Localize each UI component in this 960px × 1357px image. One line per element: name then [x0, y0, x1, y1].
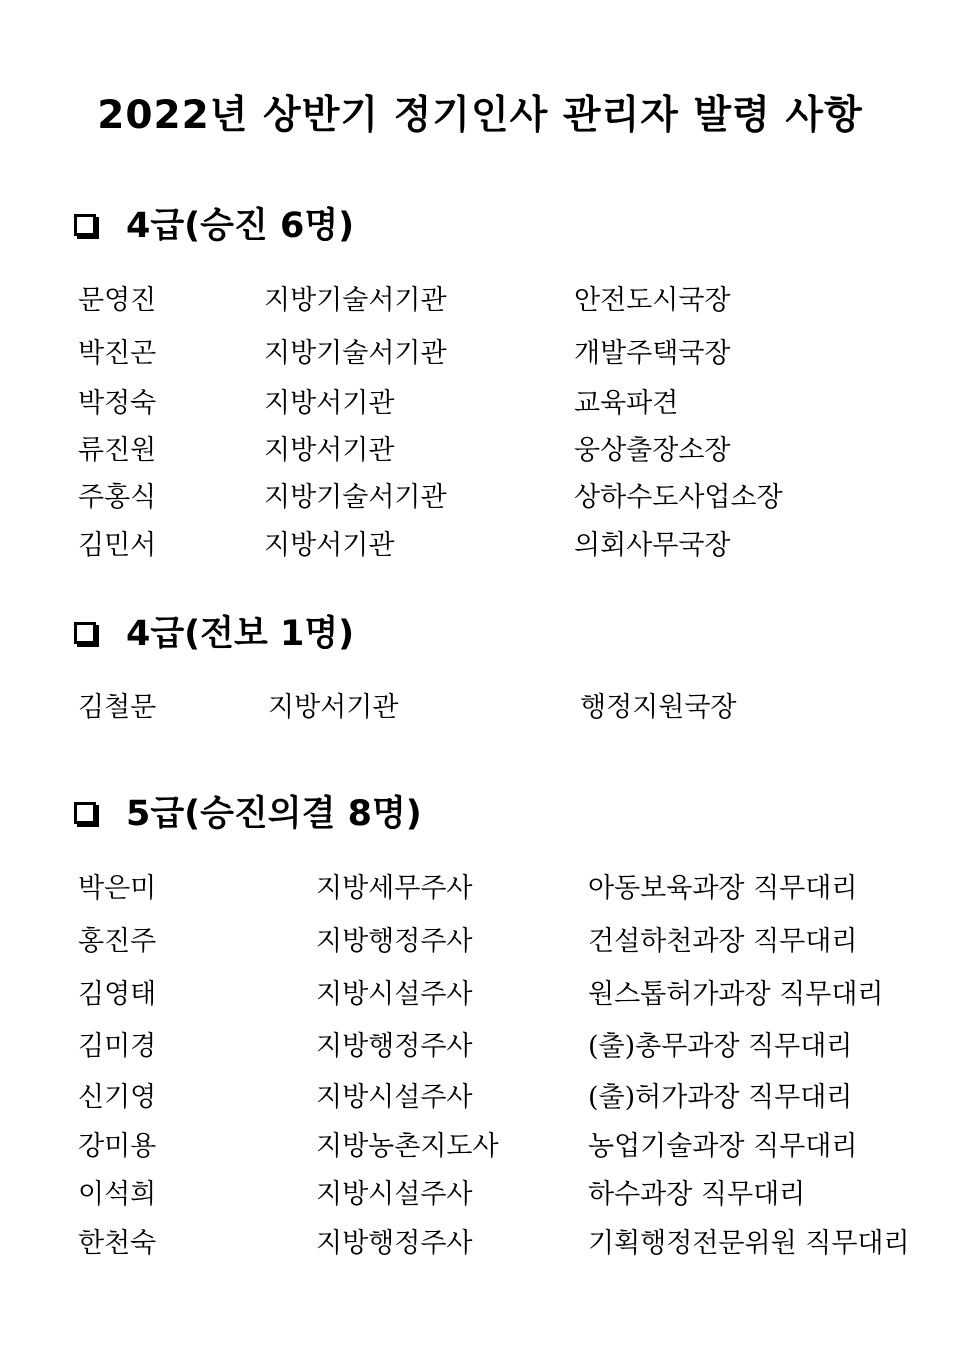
- person-rank: 지방농촌지도사: [316, 1131, 499, 1162]
- list-item: [0, 919, 960, 959]
- person-position: 농업기술과장 직무대리: [588, 1131, 858, 1162]
- person-rank: 지방서기관: [268, 692, 399, 723]
- person-position: 웅상출장소장: [574, 435, 731, 466]
- person-position: 개발주택국장: [574, 338, 731, 369]
- person-position: 상하수도사업소장: [574, 482, 783, 513]
- person-name: 한천숙: [78, 1228, 157, 1259]
- person-name: 김민서: [78, 530, 157, 561]
- section-heading-4급-transfer: [74, 606, 354, 656]
- list-item: [0, 475, 960, 515]
- person-rank: 지방시설주사: [316, 1082, 473, 1113]
- person-name: 김철문: [78, 692, 157, 723]
- list-item: [0, 278, 960, 318]
- person-position: 하수과장 직무대리: [588, 1179, 806, 1210]
- page-title: 2022년 상반기 정기인사 관리자 발령 사항: [97, 93, 863, 138]
- list-item: [0, 381, 960, 421]
- person-name: 강미용: [78, 1131, 157, 1162]
- section-heading-label: 4급(전보 1명): [126, 614, 355, 654]
- person-rank: 지방기술서기관: [264, 482, 447, 513]
- person-rank: 지방행정주사: [316, 1031, 473, 1062]
- list-item: [0, 685, 960, 725]
- person-name: 문영진: [78, 285, 157, 316]
- person-position: (출)허가과장 직무대리: [588, 1082, 853, 1113]
- person-position: 안전도시국장: [574, 285, 731, 316]
- person-rank: 지방시설주사: [316, 979, 473, 1010]
- list-item: [0, 1124, 960, 1164]
- person-name: 신기영: [78, 1082, 157, 1113]
- list-item: [0, 523, 960, 563]
- section-heading-label: 4급(승진 6명): [126, 206, 355, 246]
- person-position: 기획행정전문위원 직무대리: [588, 1228, 910, 1259]
- list-item: [0, 1075, 960, 1115]
- checkbox-square-icon: [74, 214, 96, 236]
- person-position: 아동보육과장 직무대리: [588, 873, 858, 904]
- checkbox-square-icon: [74, 802, 96, 824]
- list-item: [0, 866, 960, 906]
- list-item: [0, 331, 960, 371]
- person-position: 교육파견: [574, 388, 679, 419]
- person-rank: 지방서기관: [264, 530, 395, 561]
- person-name: 류진원: [78, 435, 157, 466]
- person-position: 의회사무국장: [574, 530, 731, 561]
- person-rank: 지방행정주사: [316, 1228, 473, 1259]
- person-name: 김미경: [78, 1031, 157, 1062]
- checkbox-square-icon: [74, 622, 96, 644]
- section-heading-5급-promotion: [74, 786, 422, 836]
- person-position: 건설하천과장 직무대리: [588, 926, 858, 957]
- person-rank: 지방시설주사: [316, 1179, 473, 1210]
- person-name: 주홍식: [78, 482, 157, 513]
- list-item: [0, 972, 960, 1012]
- person-position: 원스톱허가과장 직무대리: [588, 979, 884, 1010]
- list-item: [0, 1172, 960, 1212]
- person-position: (출)총무과장 직무대리: [588, 1031, 853, 1062]
- person-rank: 지방행정주사: [316, 926, 473, 957]
- list-item: [0, 428, 960, 468]
- person-name: 이석희: [78, 1179, 157, 1210]
- person-name: 홍진주: [78, 926, 157, 957]
- person-name: 김영태: [78, 979, 157, 1010]
- person-rank: 지방기술서기관: [264, 285, 447, 316]
- list-item: [0, 1024, 960, 1064]
- person-rank: 지방세무주사: [316, 873, 473, 904]
- section-heading-4급-promotion: [74, 198, 354, 248]
- person-name: 박은미: [78, 873, 157, 904]
- person-name: 박진곤: [78, 338, 157, 369]
- person-rank: 지방서기관: [264, 388, 395, 419]
- list-item: [0, 1221, 960, 1261]
- person-rank: 지방기술서기관: [264, 338, 447, 369]
- person-name: 박정숙: [78, 388, 157, 419]
- section-heading-label: 5급(승진의결 8명): [126, 794, 422, 834]
- person-rank: 지방서기관: [264, 435, 395, 466]
- person-position: 행정지원국장: [580, 692, 737, 723]
